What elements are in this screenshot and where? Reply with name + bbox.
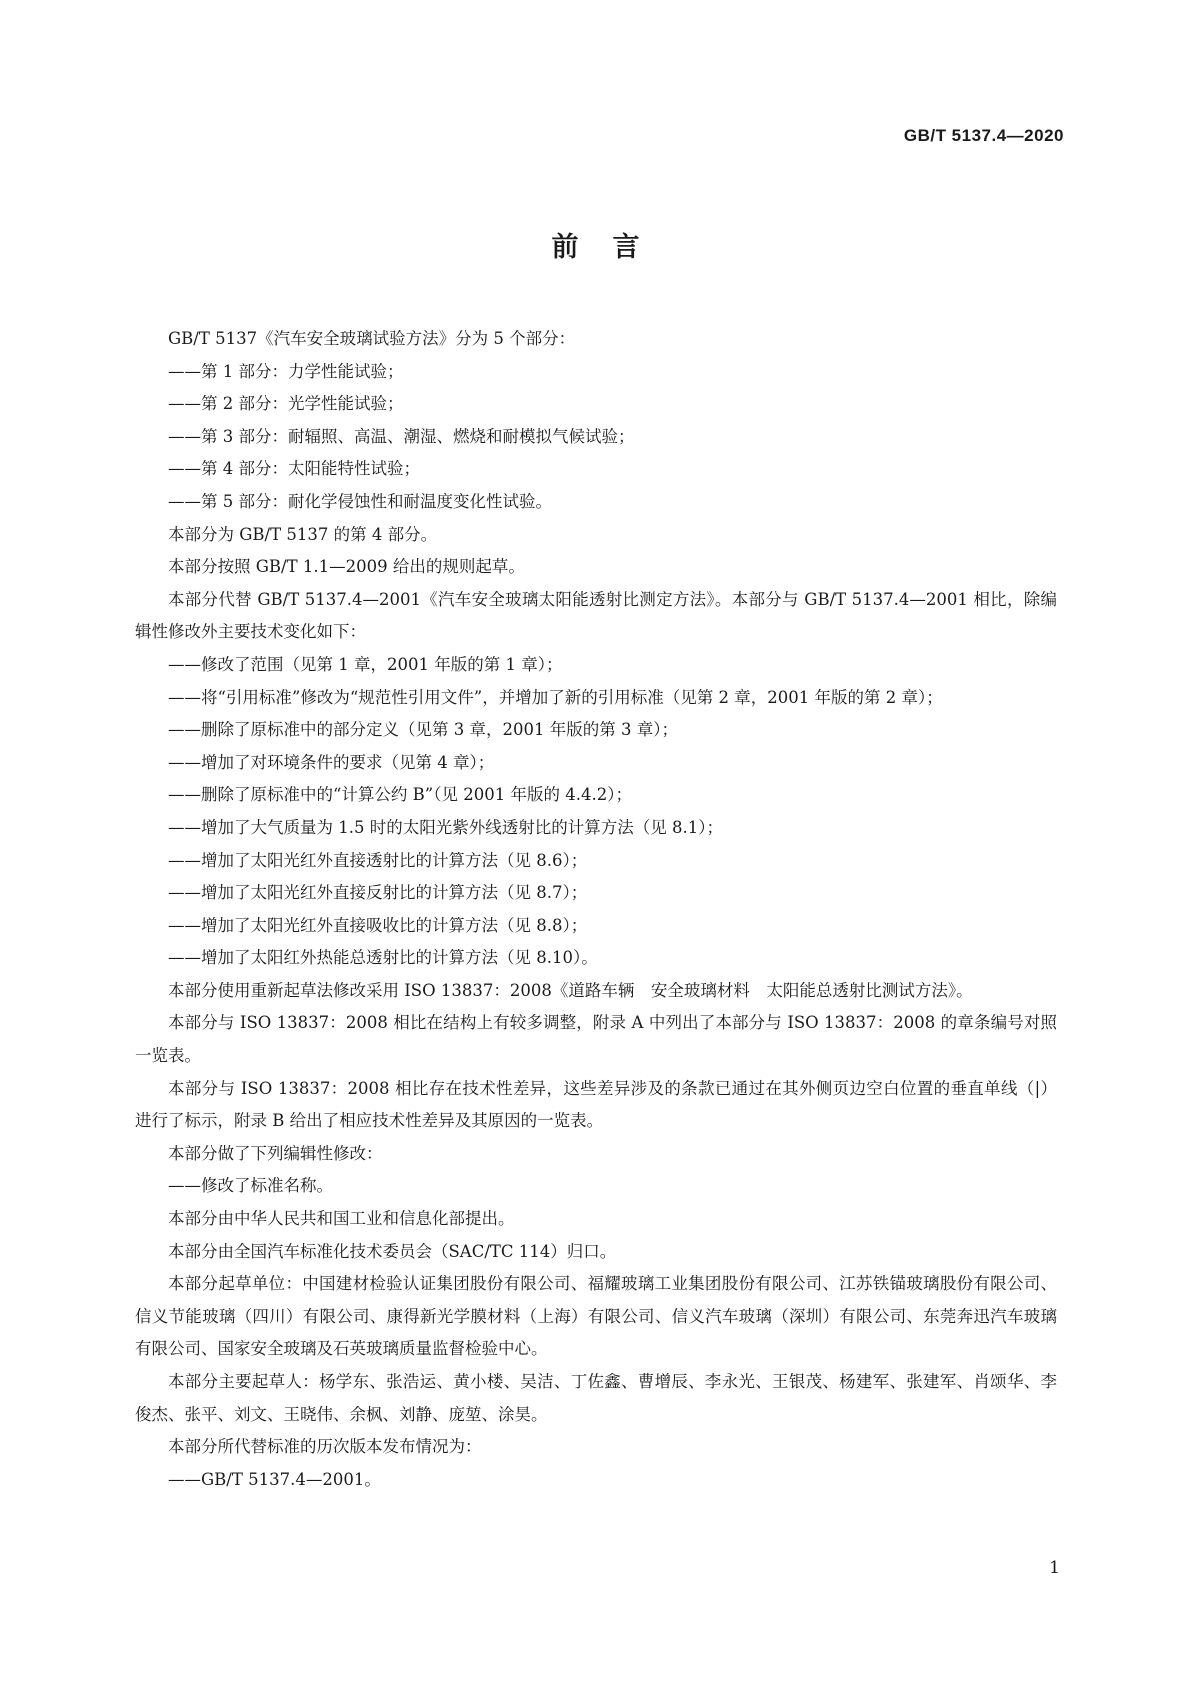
list-item-editorial: ——修改了标准名称。 (168, 1176, 333, 1196)
paragraph-structure-adjustment: 本部分与 ISO 13837：2008 相比在结构上有较多调整，附录 A 中列出了本部分与 ISO 13837：2008 的章条编号对照一览表。 (135, 1013, 1057, 1066)
list-item-part-5: ——第 5 部分：耐化学侵蚀性和耐温度变化性试验。 (168, 491, 552, 511)
paragraph-history: 本部分所代替标准的历次版本发布情况为： (168, 1437, 482, 1457)
list-item-change: ——增加了太阳光红外直接吸收比的计算方法（见 8.8）； (168, 915, 588, 935)
list-item-change: ——修改了范围（见第 1 章，2001 年版的第 1 章）； (168, 654, 563, 674)
paragraph-drafters: 本部分主要起草人：杨学东、张浩运、黄小楼、吴洁、丁佐鑫、曹增辰、李永光、王银茂、杨建军、张建军、肖颂华、李俊杰、张平、刘文、王晓伟、余枫、刘静、庞堃、涂昊。 (135, 1372, 1057, 1424)
list-item-change: ——增加了大气质量为 1.5 时的太阳光紫外线透射比的计算方法（见 8.1）； (168, 817, 723, 837)
list-item-change: ——删除了原标准中的部分定义（见第 3 章，2001 年版的第 3 章）； (168, 720, 678, 740)
list-item-part-1: ——第 1 部分：力学性能试验； (168, 361, 404, 381)
list-item-change: ——删除了原标准中的“计算公约 B”（见 2001 年版的 4.4.2）； (168, 785, 632, 805)
standard-code: GB/T 5137.4—2020 (903, 126, 1064, 145)
paragraph-technical-differences: 本部分与 ISO 13837：2008 相比存在技术性差异，这些差异涉及的条款已通过在其外侧页边空白位置的垂直单线（|）进行了标示，附录 B 给出了相应技术性差异及其原因的一览表。 (135, 1078, 1057, 1131)
list-item-part-4: ——第 4 部分：太阳能特性试验； (168, 459, 420, 479)
list-item-change: ——增加了对环境条件的要求（见第 4 章）； (168, 752, 495, 772)
list-item-change: ——增加了太阳光红外直接透射比的计算方法（见 8.6）； (168, 850, 588, 870)
list-item-change: ——增加了太阳红外热能总透射比的计算方法（见 8.10）。 (168, 948, 598, 968)
paragraph-committee: 本部分由全国汽车标准化技术委员会（SAC/TC 114）归口。 (168, 1241, 617, 1261)
paragraph-proposer: 本部分由中华人民共和国工业和信息化部提出。 (168, 1209, 515, 1229)
paragraph-editorial-changes: 本部分做了下列编辑性修改： (168, 1143, 383, 1163)
paragraph-drafting-rules: 本部分按照 GB/T 1.1—2009 给出的规则起草。 (168, 557, 525, 577)
list-item-change: ——增加了太阳光红外直接反射比的计算方法（见 8.7）； (168, 883, 588, 903)
list-item-change: ——将“引用标准”修改为“规范性引用文件”，并增加了新的引用标准（见第 2 章，2001 年版的第 2 章）； (168, 687, 943, 707)
paragraph-drafting-units: 本部分起草单位：中国建材检验认证集团股份有限公司、福耀玻璃工业集团股份有限公司、江苏铁锚玻璃股份有限公司、信义节能玻璃（四川）有限公司、康得新光学膜材料（上海）有限公司、信义汽车玻璃（深圳）有限公司、东莞奔迅汽车玻璃有限公司、国家安全玻璃及石英玻璃质量监督检验中心。 (135, 1274, 1057, 1359)
paragraph-part-statement: 本部分为 GB/T 5137 的第 4 部分。 (168, 524, 438, 544)
list-item-history: ——GB/T 5137.4—2001。 (168, 1469, 381, 1489)
list-item-part-3: ——第 3 部分：耐辐照、高温、潮湿、燃烧和耐模拟气候试验； (168, 426, 635, 446)
list-item-part-2: ——第 2 部分：光学性能试验； (168, 394, 404, 414)
page-title: 前言 (551, 232, 674, 263)
paragraph-iso-adoption: 本部分使用重新起草法修改采用 ISO 13837：2008《道路车辆 安全玻璃材料 太阳能总透射比测试方法》。 (168, 980, 973, 1000)
page-number: 1 (1049, 1558, 1060, 1578)
document-body (135, 323, 1057, 1496)
paragraph-replacement: 本部分代替 GB/T 5137.4—2001《汽车安全玻璃太阳能透射比测定方法》。本部分与 GB/T 5137.4—2001 相比，除编辑性修改外主要技术变化如下： (135, 589, 1057, 642)
paragraph-intro: GB/T 5137《汽车安全玻璃试验方法》分为 5 个部分： (168, 329, 576, 348)
